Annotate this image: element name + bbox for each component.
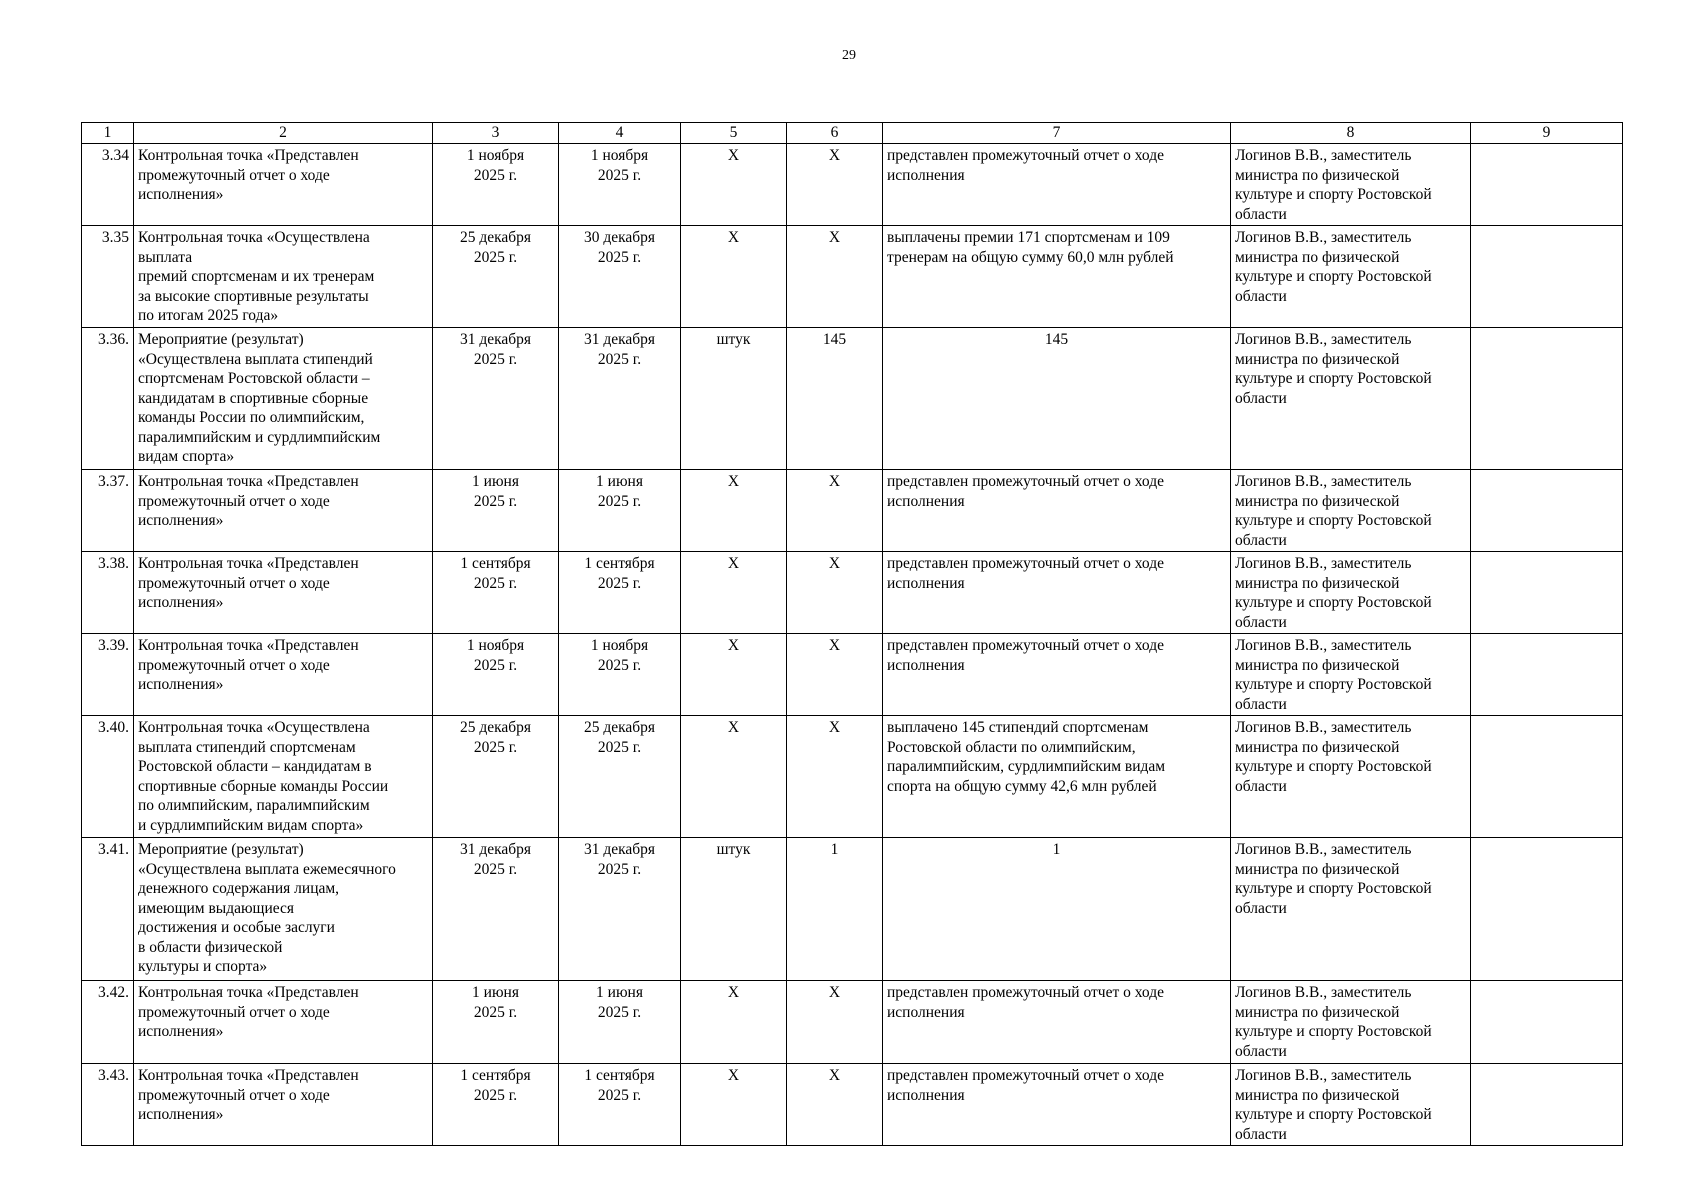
event-name-cell: Контрольная точка «Представлен промежуточный отчет о ходе исполнения» <box>134 1064 433 1146</box>
page-number: 29 <box>842 48 856 63</box>
unit-cell: X <box>681 634 787 716</box>
note-cell <box>1471 716 1623 838</box>
table-row <box>82 470 1623 552</box>
column-header: 2 <box>134 123 433 144</box>
event-name-cell: Контрольная точка «Представлен промежуточный отчет о ходе исполнения» <box>134 470 433 552</box>
indicator-value-cell: X <box>787 981 883 1064</box>
row-number-cell: 3.35 <box>82 226 134 328</box>
event-name-cell: Контрольная точка «Представлен промежуточный отчет о ходе исполнения» <box>134 981 433 1064</box>
event-name-cell: Контрольная точка «Осуществлена выплата премий спортсменам и их тренерам за высокие спортивные результаты по итогам 2025 года» <box>134 226 433 328</box>
unit-cell: X <box>681 1064 787 1146</box>
start-date-cell: 31 декабря 2025 г. <box>433 838 559 981</box>
table-row <box>82 981 1623 1064</box>
row-number-cell: 3.42. <box>82 981 134 1064</box>
table-row <box>82 1064 1623 1146</box>
responsible-person-cell: Логинов В.В., заместитель министра по физической культуре и спорту Ростовской области <box>1231 1064 1471 1146</box>
end-date-cell: 1 июня 2025 г. <box>559 470 681 552</box>
table-body <box>82 144 1623 1146</box>
start-date-cell: 25 декабря 2025 г. <box>433 226 559 328</box>
indicator-value-cell: X <box>787 716 883 838</box>
indicator-value-cell: 1 <box>787 838 883 981</box>
note-cell <box>1471 634 1623 716</box>
event-name-cell: Мероприятие (результат) «Осуществлена выплата стипендий спортсменам Ростовской области – кандидатам в спортивные сборные команды России по олимпийским, паралимпийским и сурдлимпийским видам спорта» <box>134 328 433 470</box>
column-header: 3 <box>433 123 559 144</box>
unit-cell: штук <box>681 328 787 470</box>
end-date-cell: 1 ноября 2025 г. <box>559 144 681 226</box>
start-date-cell: 1 июня 2025 г. <box>433 981 559 1064</box>
column-header: 5 <box>681 123 787 144</box>
result-cell: представлен промежуточный отчет о ходе исполнения <box>883 1064 1231 1146</box>
plan-table <box>81 122 1623 1146</box>
end-date-cell: 25 декабря 2025 г. <box>559 716 681 838</box>
end-date-cell: 1 сентября 2025 г. <box>559 1064 681 1146</box>
note-cell <box>1471 981 1623 1064</box>
row-number-cell: 3.34 <box>82 144 134 226</box>
responsible-person-cell: Логинов В.В., заместитель министра по физической культуре и спорту Ростовской области <box>1231 634 1471 716</box>
start-date-cell: 1 июня 2025 г. <box>433 470 559 552</box>
table-row <box>82 226 1623 328</box>
responsible-person-cell: Логинов В.В., заместитель министра по физической культуре и спорту Ростовской области <box>1231 552 1471 634</box>
table-header-row <box>82 123 1623 144</box>
row-number-cell: 3.37. <box>82 470 134 552</box>
responsible-person-cell: Логинов В.В., заместитель министра по физической культуре и спорту Ростовской области <box>1231 716 1471 838</box>
table-row <box>82 328 1623 470</box>
unit-cell: штук <box>681 838 787 981</box>
event-name-cell: Контрольная точка «Представлен промежуточный отчет о ходе исполнения» <box>134 144 433 226</box>
note-cell <box>1471 144 1623 226</box>
responsible-person-cell: Логинов В.В., заместитель министра по физической культуре и спорту Ростовской области <box>1231 981 1471 1064</box>
row-number-cell: 3.36. <box>82 328 134 470</box>
responsible-person-cell: Логинов В.В., заместитель министра по физической культуре и спорту Ростовской области <box>1231 328 1471 470</box>
table-row <box>82 552 1623 634</box>
event-name-cell: Контрольная точка «Осуществлена выплата стипендий спортсменам Ростовской области – кандидатам в спортивные сборные команды России по олимпийским, паралимпийским и сурдлимпийским видам спорта» <box>134 716 433 838</box>
start-date-cell: 1 ноября 2025 г. <box>433 634 559 716</box>
responsible-person-cell: Логинов В.В., заместитель министра по физической культуре и спорту Ростовской области <box>1231 226 1471 328</box>
indicator-value-cell: X <box>787 226 883 328</box>
row-number-cell: 3.38. <box>82 552 134 634</box>
note-cell <box>1471 470 1623 552</box>
end-date-cell: 1 ноября 2025 г. <box>559 634 681 716</box>
column-header: 8 <box>1231 123 1471 144</box>
note-cell <box>1471 552 1623 634</box>
result-cell: представлен промежуточный отчет о ходе исполнения <box>883 470 1231 552</box>
event-name-cell: Мероприятие (результат) «Осуществлена выплата ежемесячного денежного содержания лицам, имеющим выдающиеся достижения и особые заслуги в области физической культуры и спорта» <box>134 838 433 981</box>
result-cell: представлен промежуточный отчет о ходе исполнения <box>883 634 1231 716</box>
end-date-cell: 31 декабря 2025 г. <box>559 328 681 470</box>
result-cell: представлен промежуточный отчет о ходе исполнения <box>883 552 1231 634</box>
responsible-person-cell: Логинов В.В., заместитель министра по физической культуре и спорту Ростовской области <box>1231 838 1471 981</box>
unit-cell: X <box>681 470 787 552</box>
row-number-cell: 3.43. <box>82 1064 134 1146</box>
end-date-cell: 30 декабря 2025 г. <box>559 226 681 328</box>
indicator-value-cell: X <box>787 470 883 552</box>
column-header: 7 <box>883 123 1231 144</box>
start-date-cell: 1 сентября 2025 г. <box>433 552 559 634</box>
table-row <box>82 144 1623 226</box>
unit-cell: X <box>681 226 787 328</box>
table-row <box>82 634 1623 716</box>
end-date-cell: 31 декабря 2025 г. <box>559 838 681 981</box>
responsible-person-cell: Логинов В.В., заместитель министра по физической культуре и спорту Ростовской области <box>1231 470 1471 552</box>
row-number-cell: 3.39. <box>82 634 134 716</box>
result-cell: 145 <box>883 328 1231 470</box>
result-cell: представлен промежуточный отчет о ходе исполнения <box>883 144 1231 226</box>
indicator-value-cell: X <box>787 144 883 226</box>
result-cell: выплачены премии 171 спортсменам и 109 тренерам на общую сумму 60,0 млн рублей <box>883 226 1231 328</box>
end-date-cell: 1 июня 2025 г. <box>559 981 681 1064</box>
unit-cell: X <box>681 981 787 1064</box>
unit-cell: X <box>681 552 787 634</box>
end-date-cell: 1 сентября 2025 г. <box>559 552 681 634</box>
result-cell: выплачено 145 стипендий спортсменам Ростовской области по олимпийским, паралимпийским, сурдлимпийским видам спорта на общую сумму 42,6 млн рублей <box>883 716 1231 838</box>
result-cell: представлен промежуточный отчет о ходе исполнения <box>883 981 1231 1064</box>
table-row <box>82 716 1623 838</box>
start-date-cell: 1 ноября 2025 г. <box>433 144 559 226</box>
column-header: 6 <box>787 123 883 144</box>
note-cell <box>1471 1064 1623 1146</box>
event-name-cell: Контрольная точка «Представлен промежуточный отчет о ходе исполнения» <box>134 634 433 716</box>
table-row <box>82 838 1623 981</box>
indicator-value-cell: X <box>787 1064 883 1146</box>
start-date-cell: 1 сентября 2025 г. <box>433 1064 559 1146</box>
row-number-cell: 3.41. <box>82 838 134 981</box>
column-header: 4 <box>559 123 681 144</box>
start-date-cell: 25 декабря 2025 г. <box>433 716 559 838</box>
indicator-value-cell: 145 <box>787 328 883 470</box>
indicator-value-cell: X <box>787 552 883 634</box>
result-cell: 1 <box>883 838 1231 981</box>
column-header: 1 <box>82 123 134 144</box>
event-name-cell: Контрольная точка «Представлен промежуточный отчет о ходе исполнения» <box>134 552 433 634</box>
note-cell <box>1471 226 1623 328</box>
note-cell <box>1471 838 1623 981</box>
column-header: 9 <box>1471 123 1623 144</box>
start-date-cell: 31 декабря 2025 г. <box>433 328 559 470</box>
unit-cell: X <box>681 144 787 226</box>
unit-cell: X <box>681 716 787 838</box>
responsible-person-cell: Логинов В.В., заместитель министра по физической культуре и спорту Ростовской области <box>1231 144 1471 226</box>
indicator-value-cell: X <box>787 634 883 716</box>
row-number-cell: 3.40. <box>82 716 134 838</box>
note-cell <box>1471 328 1623 470</box>
